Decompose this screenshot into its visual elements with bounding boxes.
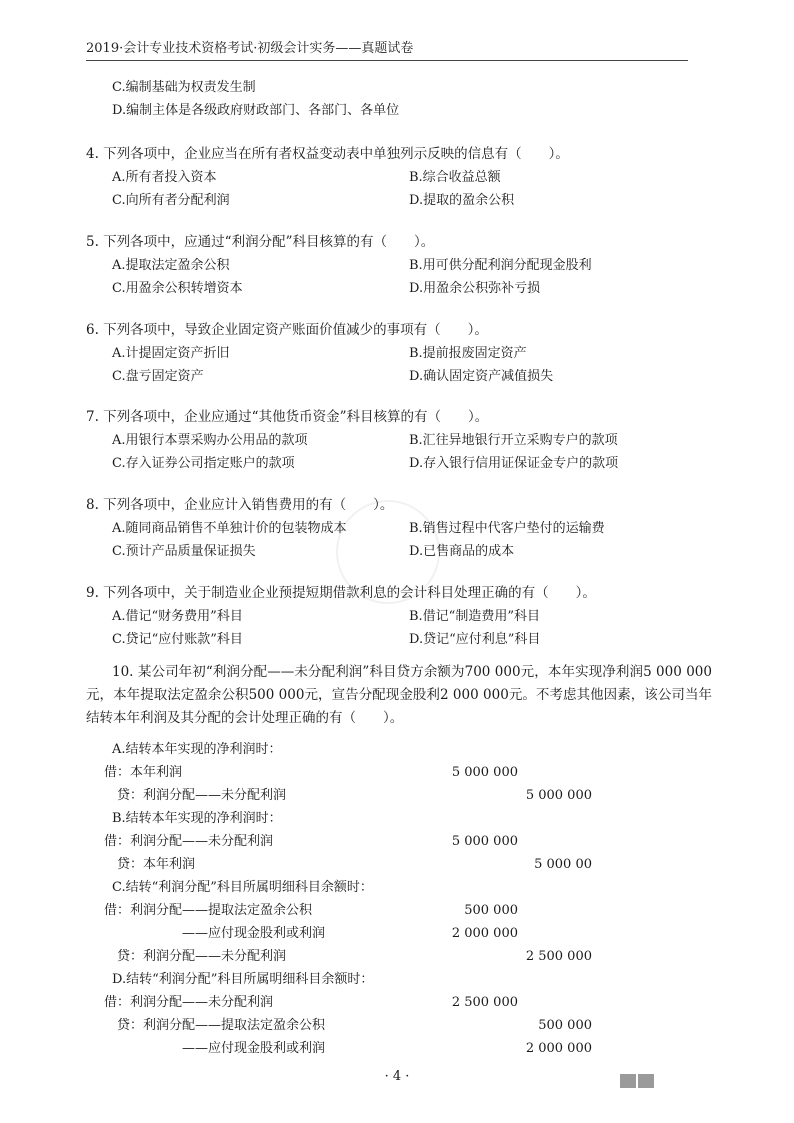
option-d: D.确认固定资产减值损失 <box>409 369 554 384</box>
option-b: B.用可供分配利润分配现金股利 <box>409 258 592 273</box>
credit-amount: 500 000 <box>538 1018 592 1033</box>
question-stem: 4. 下列各项中，企业应当在所有者权益变动表中单独列示反映的信息有（ ）。 <box>86 146 569 162</box>
option-d: D.存入银行信用证保证金专户的款项 <box>409 456 619 471</box>
debit-amount: 5 000 000 <box>451 834 518 849</box>
option-a: A.随同商品销售不单独计价的包装物成本 <box>112 521 347 536</box>
option-a: A.用银行本票采购办公用品的款项 <box>112 433 308 448</box>
question-stem: 7. 下列各项中，企业应通过“其他货币资金”科目核算的有（ ）。 <box>86 409 489 425</box>
credit-amount: 2 500 000 <box>525 949 592 964</box>
question-stem: 9. 下列各项中，关于制造业企业预提短期借款利息的会计科目处理正确的有（ ）。 <box>86 585 596 601</box>
debit-amount: 2 000 000 <box>451 926 518 941</box>
pre-option-d: D.编制主体是各级政府财政部门、各部门、各单位 <box>112 103 400 118</box>
option-b: B.汇往异地银行开立采购专户的款项 <box>409 433 618 448</box>
page-number: · 4 · <box>384 1069 410 1084</box>
entry-option-heading: B.结转本年实现的净利润时： <box>112 811 282 826</box>
option-b: B.销售过程中代客户垫付的运输费 <box>409 521 605 536</box>
entry-line: 贷：利润分配——未分配利润 <box>104 788 287 803</box>
entry-line: 借：本年利润 <box>104 765 183 780</box>
question-stem: 5. 下列各项中，应通过“利润分配”科目核算的有（ ）。 <box>86 234 435 250</box>
option-b: B.借记“制造费用”科目 <box>409 609 540 624</box>
option-d: D.贷记“应付利息”科目 <box>409 632 541 647</box>
option-c: C.用盈余公积转增资本 <box>112 281 243 296</box>
option-c: C.预计产品质量保证损失 <box>112 544 256 559</box>
corner-block-1 <box>620 1074 636 1088</box>
question-stem: 6. 下列各项中，导致企业固定资产账面价值减少的事项有（ ）。 <box>86 322 488 338</box>
debit-amount: 5 000 000 <box>451 765 518 780</box>
option-c: C.存入证券公司指定账户的款项 <box>112 456 295 471</box>
option-c: C.向所有者分配利润 <box>112 193 230 208</box>
option-d: D.用盈余公积弥补亏损 <box>409 281 541 296</box>
option-d: D.提取的盈余公积 <box>409 193 515 208</box>
option-a: A.提取法定盈余公积 <box>112 258 230 273</box>
option-c: C.盘亏固定资产 <box>112 369 204 384</box>
pre-option-c: C.编制基础为权责发生制 <box>112 80 256 95</box>
credit-amount: 5 000 00 <box>534 857 592 872</box>
entry-option-heading: A.结转本年实现的净利润时： <box>112 742 282 757</box>
debit-amount: 2 500 000 <box>451 995 518 1010</box>
option-d: D.已售商品的成本 <box>409 544 515 559</box>
option-b: B.提前报废固定资产 <box>409 346 527 361</box>
option-b: B.综合收益总额 <box>409 170 501 185</box>
corner-block-2 <box>638 1074 654 1088</box>
credit-amount: 2 000 000 <box>525 1041 592 1056</box>
page-header: 2019·会计专业技术资格考试·初级会计实务——真题试卷 <box>86 41 414 56</box>
entry-line: 借：利润分配——提取法定盈余公积 <box>104 903 313 918</box>
option-c: C.贷记“应付账款”科目 <box>112 632 243 647</box>
entry-option-heading: D.结转“利润分配”科目所属明细科目余额时： <box>112 972 374 987</box>
entry-line: ——应付现金股利或利润 <box>104 926 326 941</box>
q10-stem: 10. 某公司年初“利润分配——未分配利润”科目贷方余额为700 000元，本年实现净利润5 000 000元，本年提取法定盈余公积500 000元，宣告分配现金股利2 000 000元。不考虑其他因素，该公司当年结转本年利润及其分配的会计处理正确的有（ ）。 <box>86 664 712 726</box>
entry-option-heading: C.结转“利润分配”科目所属明细科目余额时： <box>112 880 373 895</box>
credit-amount: 5 000 000 <box>525 788 592 803</box>
entry-line: 借：利润分配——未分配利润 <box>104 834 274 849</box>
entry-line: 贷：利润分配——提取法定盈余公积 <box>104 1018 326 1033</box>
header-rule <box>86 60 688 61</box>
option-a: A.所有者投入资本 <box>112 170 217 185</box>
entry-line: 贷：本年利润 <box>104 857 196 872</box>
entry-line: ——应付现金股利或利润 <box>104 1041 326 1056</box>
debit-amount: 500 000 <box>464 903 518 918</box>
option-a: A.借记“财务费用”科目 <box>112 609 243 624</box>
option-a: A.计提固定资产折旧 <box>112 346 230 361</box>
entry-line: 借：利润分配——未分配利润 <box>104 995 274 1010</box>
entry-line: 贷：利润分配——未分配利润 <box>104 949 287 964</box>
question-stem: 8. 下列各项中，企业应计入销售费用的有（ ）。 <box>86 497 394 513</box>
